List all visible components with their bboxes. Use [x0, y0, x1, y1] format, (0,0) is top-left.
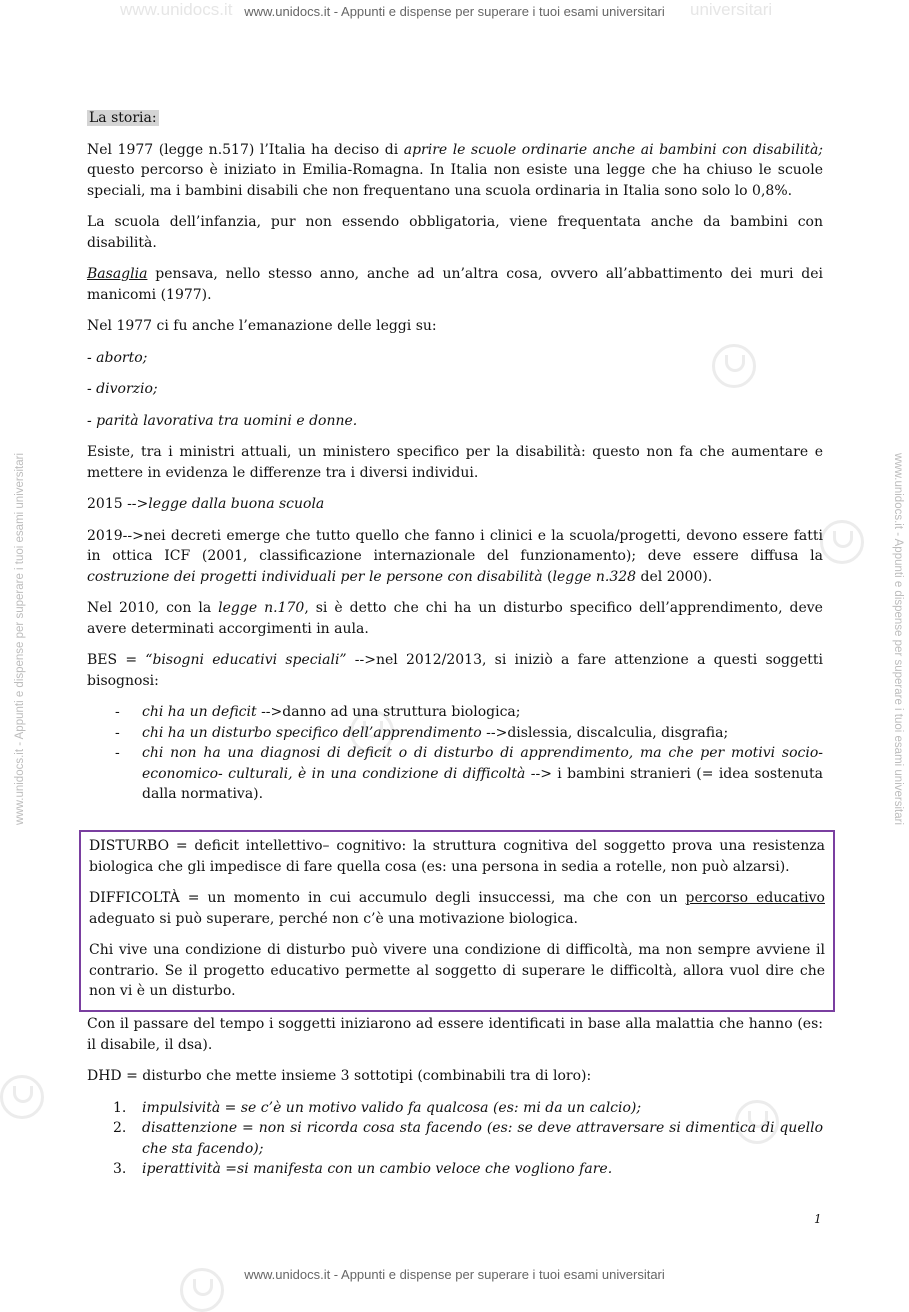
- paragraph: Nel 2010, con la legge n.170, si è detto che chi ha un disturbo specifico dell’apprendimento, deve avere determinati accorgimenti in aula.: [87, 600, 823, 637]
- document-body: [87, 108, 823, 814]
- section-heading: La storia:: [89, 110, 157, 126]
- watermark-logo-icon: [0, 1075, 44, 1119]
- paragraph: La scuola dell’infanzia, pur non essendo obbligatoria, viene frequentata anche da bambini con disabilità.: [87, 214, 823, 251]
- law-item: - divorzio;: [87, 381, 158, 397]
- paragraph: DISTURBO = deficit intellettivo– cognitivo: la struttura cognitiva del soggetto prova una resistenza biologica che gli impedisce di fare quella cosa (es: una persona in sedia a rotelle, non può alzarsi).: [89, 838, 825, 875]
- paragraph: BES = “bisogni educativi speciali” -->nel 2012/2013, si iniziò a fare attenzione a questi soggetti bisognosi:: [87, 652, 823, 689]
- list-item: 3. iperattività =si manifesta con un cambio veloce che vogliono fare.: [113, 1161, 613, 1177]
- list-item: - chi ha un deficit -->danno ad una struttura biologica;: [87, 702, 823, 723]
- list-item: - chi ha un disturbo specifico dell’apprendimento -->dislessia, discalculia, disgrafia;: [87, 723, 823, 744]
- paragraph: Nel 1977 (legge n.517) l’Italia ha deciso di aprire le scuole ordinarie anche ai bambini con disabilità; questo percorso è iniziato in Emilia-Romagna. In Italia non esiste una legge che ha chiuso le scuole speciali, ma i bambini disabili che non frequentano una scuola ordinaria in Italia sono solo lo 0,8%.: [87, 141, 824, 199]
- paragraph: Con il passare del tempo i soggetti iniziarono ad essere identificati in base alla malattia che hanno (es: il disabile, il dsa).: [87, 1016, 823, 1053]
- page-header: www.unidocs.it - Appunti e dispense per superare i tuoi esami universitari: [244, 4, 665, 19]
- watermark-logo-icon: [820, 520, 864, 564]
- law-item: - parità lavorativa tra uomini e donne.: [87, 412, 358, 429]
- list-item: - chi non ha una diagnosi di deficit o di disturbo di apprendimento, ma che per motivi socio-economico- culturali, è in una condizione di difficoltà --> i bambini stranieri (= idea sostenuta dalla normativa).: [87, 743, 823, 805]
- paragraph: Esiste, tra i ministri attuali, un ministero specifico per la disabilità: questo non fa che aumentare e mettere in evidenza le differenze tra i diversi individui.: [87, 444, 823, 481]
- watermark-ghost-text: www.unidocs.it: [120, 0, 233, 19]
- paragraph: DIFFICOLTÀ = un momento in cui accumulo degli insuccessi, ma che con un percorso educativo adeguato si può superare, perché non c’è una motivazione biologica.: [89, 890, 825, 927]
- paragraph: Nel 1977 ci fu anche l’emanazione delle leggi su:: [87, 318, 437, 334]
- page-footer: www.unidocs.it - Appunti e dispense per superare i tuoi esami universitari: [244, 1267, 665, 1282]
- bes-list: [87, 702, 823, 805]
- paragraph: DHD = disturbo che mette insieme 3 sottotipi (combinabili tra di loro):: [87, 1068, 592, 1084]
- document-body-continued: [87, 1014, 823, 1180]
- list-item: 1. impulsività = se c’è un motivo valido fa qualcosa (es: mi da un calcio);: [113, 1099, 642, 1116]
- paragraph: Chi vive una condizione di disturbo può vivere una condizione di difficoltà, ma non sempre avviene il contrario. Se il progetto educativo permette al soggetto di superare le difficoltà, allora vuol dire che non vi è un disturbo.: [89, 942, 825, 999]
- law-item: - aborto;: [87, 349, 148, 366]
- dhd-list: [87, 1098, 823, 1180]
- list-item: 2. disattenzione = non si ricorda cosa sta facendo (es: se deve attraversare si dimentica di quello che sta facendo);: [113, 1120, 823, 1157]
- page-number: 1: [814, 1212, 822, 1226]
- side-watermark-right: www.unidocs.it - Appunti e dispense per superare i tuoi esami universitari: [892, 452, 904, 826]
- person-name: Basaglia: [87, 266, 148, 282]
- paragraph: 2015 -->legge dalla buona scuola: [87, 496, 325, 512]
- paragraph: Basaglia pensava, nello stesso anno, anche ad un’altra cosa, ovvero all’abbattimento dei muri dei manicomi (1977).: [87, 266, 823, 303]
- side-watermark-left: www.unidocs.it - Appunti e dispense per superare i tuoi esami universitari: [14, 452, 26, 826]
- paragraph: 2019-->nei decreti emerge che tutto quello che fanno i clinici e la scuola/progetti, devono essere fatti in ottica ICF (2001, classificazione internazionale del funzionamento); deve essere diffusa la costruzione dei progetti individuali per le persone con disabilità (legge n.328 del 2000).: [87, 527, 823, 585]
- definition-box: [79, 830, 835, 1012]
- watermark-ghost-text: universitari: [690, 0, 773, 19]
